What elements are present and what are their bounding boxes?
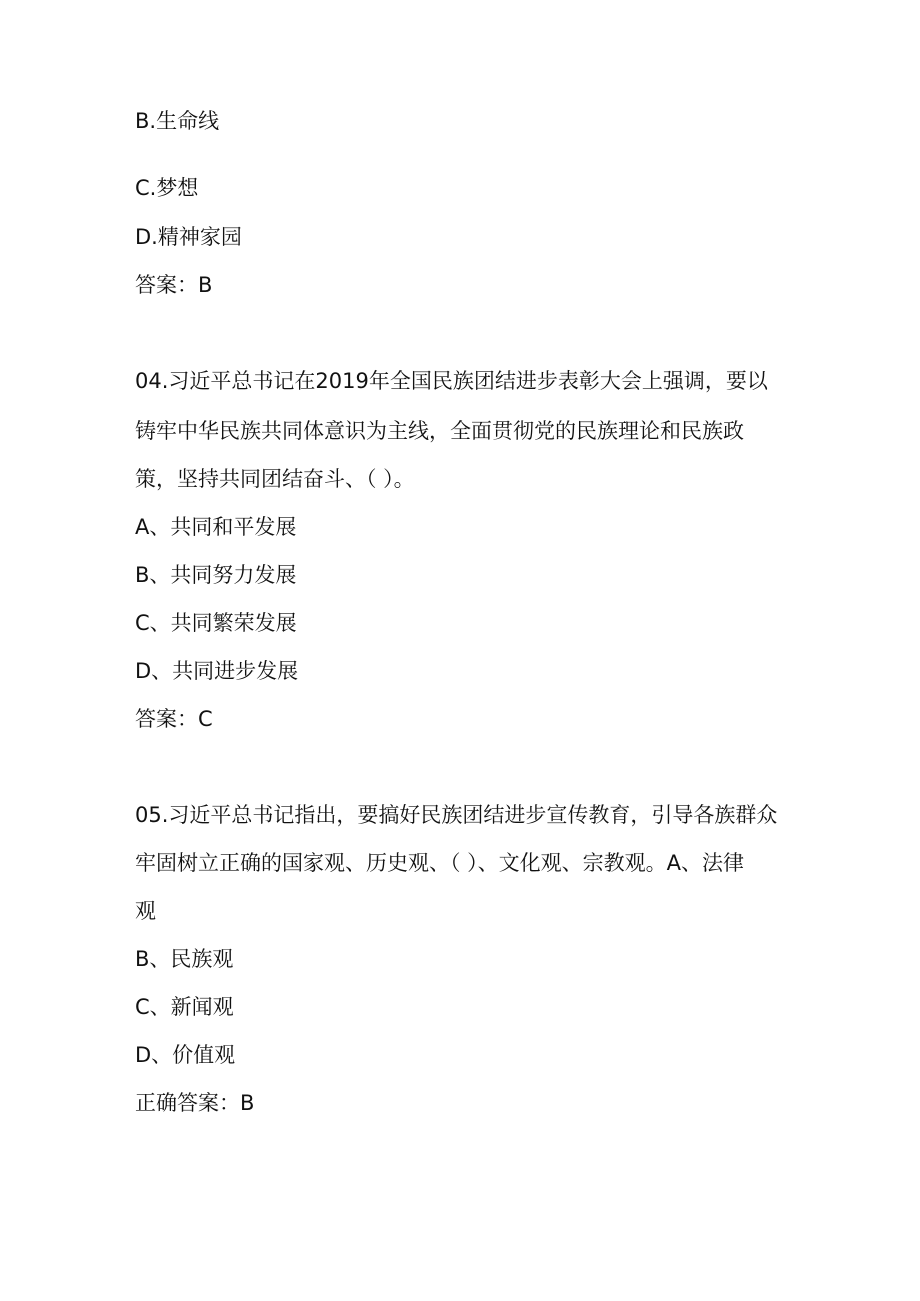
- q03-option-c: C.梦想: [135, 176, 199, 200]
- q04-option-a: A、共同和平发展: [135, 515, 297, 539]
- q04-answer: 答案：C: [135, 707, 213, 731]
- q05-stem-line-2: 牢固树立正确的国家观、历史观、（ ）、文化观、宗教观。A、法律: [135, 851, 745, 875]
- q05-answer: 正确答案：B: [135, 1091, 255, 1115]
- q04-stem-line-1: 04.习近平总书记在2019年全国民族团结进步表彰大会上强调，要以: [135, 369, 768, 393]
- q03-option-b: B.生命线: [135, 109, 220, 133]
- q04-option-d: D、共同进步发展: [135, 659, 299, 683]
- q03-option-d: D.精神家园: [135, 225, 242, 249]
- q05-option-c: C、新闻观: [135, 995, 234, 1019]
- q04-option-b: B、共同努力发展: [135, 563, 297, 587]
- q03-answer: 答案：B: [135, 273, 213, 297]
- q04-stem-line-3: 策，坚持共同团结奋斗、（ ）。: [135, 467, 415, 491]
- q05-stem-line-1: 05.习近平总书记指出，要搞好民族团结进步宣传教育，引导各族群众: [135, 803, 778, 827]
- q05-option-b: B、民族观: [135, 947, 234, 971]
- q04-stem-line-2: 铸牢中华民族共同体意识为主线，全面贯彻党的民族理论和民族政: [135, 419, 744, 443]
- q05-option-d: D、价值观: [135, 1043, 236, 1067]
- q05-stem-line-3: 观: [135, 899, 156, 923]
- q04-option-c: C、共同繁荣发展: [135, 611, 297, 635]
